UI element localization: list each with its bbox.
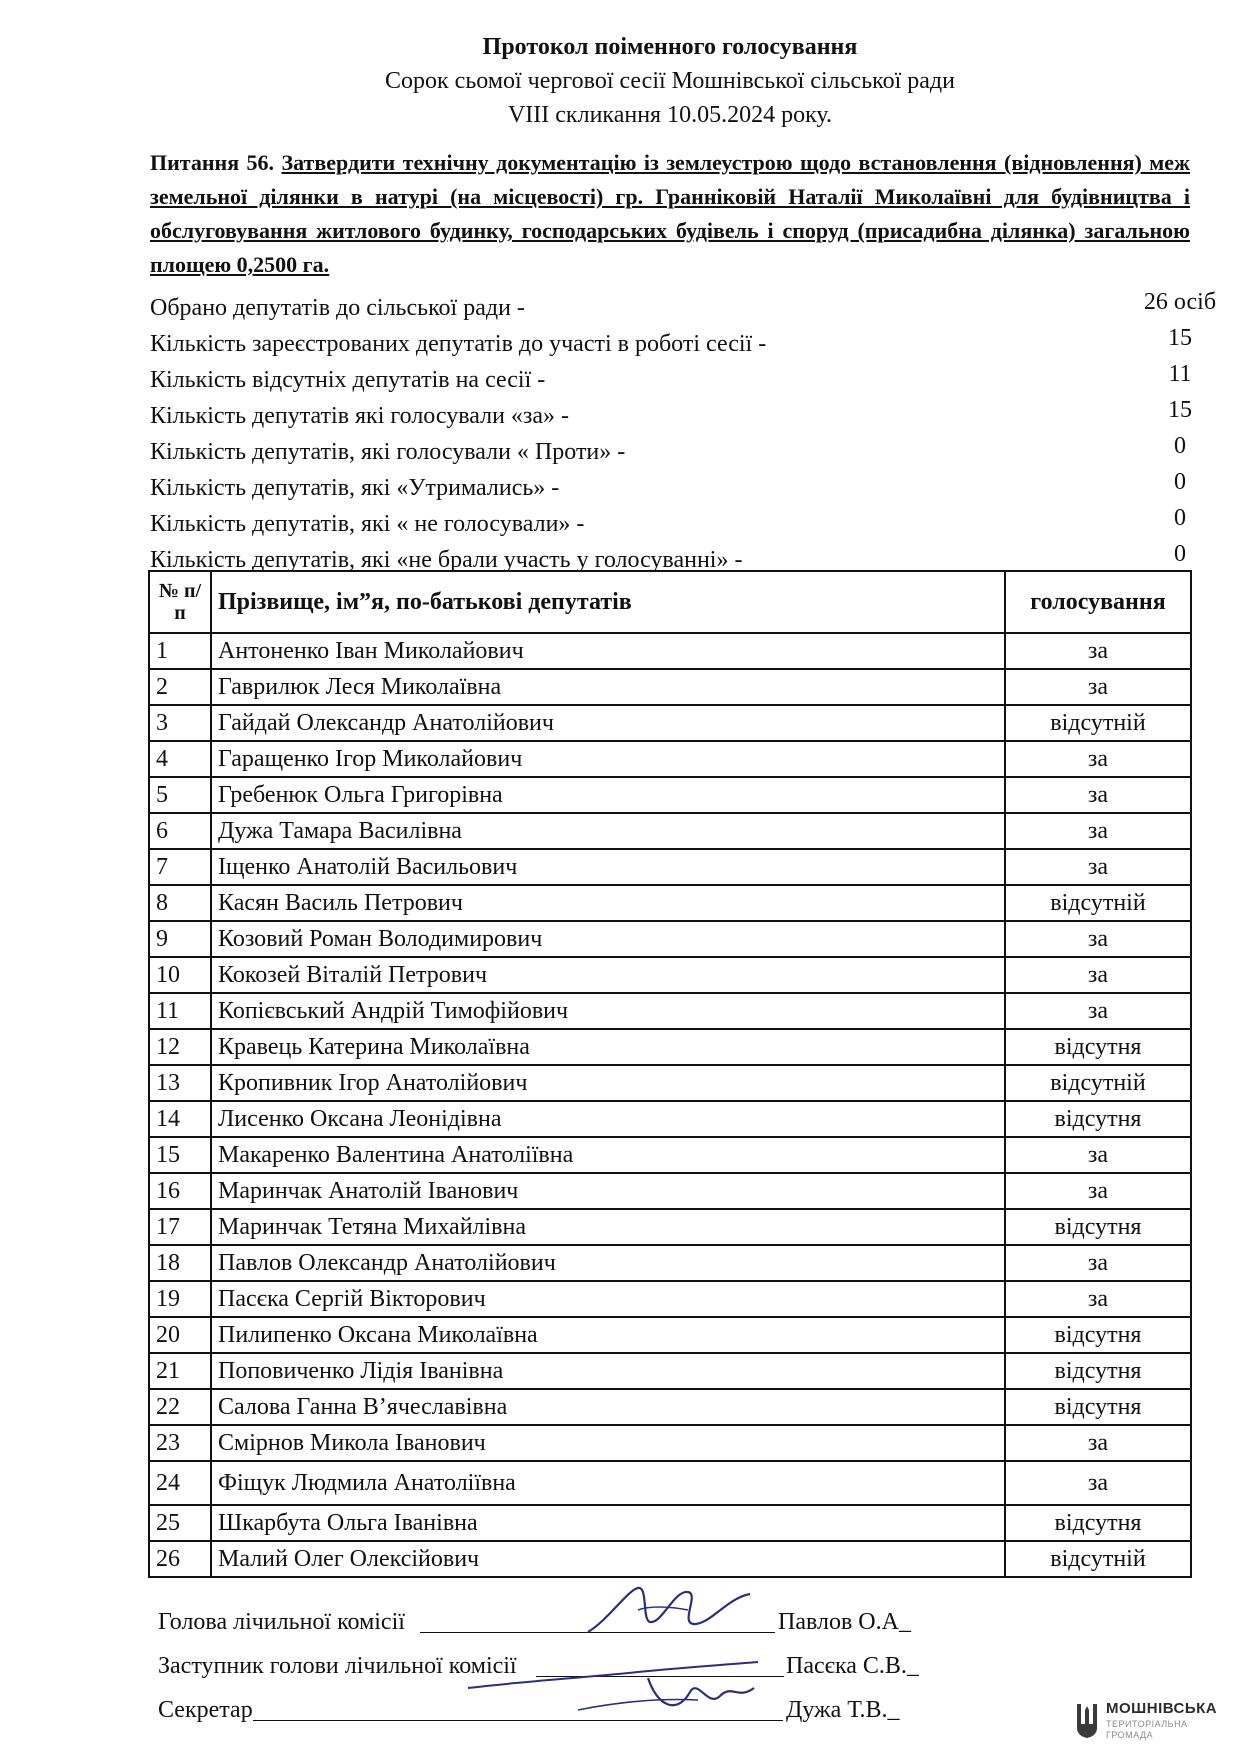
row-number: 21 [149, 1353, 211, 1389]
deputy-name: Лисенко Оксана Леонідівна [211, 1101, 1005, 1137]
deputy-name: Касян Василь Петрович [211, 885, 1005, 921]
table-row [149, 705, 1191, 741]
row-number: 20 [149, 1317, 211, 1353]
deputy-name: Копієвський Андрій Тимофійович [211, 993, 1005, 1029]
stat-value: 0 [1174, 541, 1186, 567]
deputy-name: Фіщук Людмила Анатоліївна [211, 1461, 1005, 1505]
table-row [149, 813, 1191, 849]
stat-label: Кількість депутатів, які «Утримались» - [150, 475, 560, 501]
vote-result: за [1005, 1281, 1191, 1317]
vote-result: за [1005, 813, 1191, 849]
table-row [149, 1353, 1191, 1389]
row-number: 3 [149, 705, 211, 741]
document-title: Протокол поіменного голосування [482, 34, 858, 60]
deputy-name: Салова Ганна В’ячеславівна [211, 1389, 1005, 1425]
deputy-chair-name: Пасєка С.В._ [786, 1653, 919, 1679]
secretary-name: Дужа Т.В._ [786, 1697, 900, 1723]
logo-subtitle-2: ГРОМАДА [1106, 1730, 1154, 1740]
table-row [149, 1461, 1191, 1505]
vote-result: відсутня [1005, 1317, 1191, 1353]
table-row [149, 1505, 1191, 1541]
stat-row [150, 289, 1217, 326]
row-number: 25 [149, 1505, 211, 1541]
stat-row [150, 434, 1190, 470]
stat-label: Обрано депутатів до сільської ради - [150, 295, 525, 321]
stat-value: 0 [1174, 433, 1186, 459]
row-number: 5 [149, 777, 211, 813]
table-row [149, 741, 1191, 777]
row-number: 24 [149, 1461, 211, 1505]
table-row [149, 1137, 1191, 1173]
vote-result: відсутня [1005, 1389, 1191, 1425]
vote-result: за [1005, 1425, 1191, 1461]
vote-result: відсутня [1005, 1353, 1191, 1389]
deputy-name: Дужа Тамара Василівна [211, 813, 1005, 849]
table-row [149, 1245, 1191, 1281]
header-vote: голосування [1005, 571, 1191, 633]
vote-result: за [1005, 957, 1191, 993]
stat-label: Кількість депутатів, які голосували « Проти» - [150, 439, 626, 465]
row-number: 1 [149, 633, 211, 669]
roll-call-table [148, 570, 1192, 1578]
deputy-name: Маринчак Тетяна Михайлівна [211, 1209, 1005, 1245]
row-number: 2 [149, 669, 211, 705]
table-row [149, 885, 1191, 921]
stat-label: Кількість зареєстрованих депутатів до участі в роботі сесії - [150, 331, 767, 357]
row-number: 18 [149, 1245, 211, 1281]
table-row [149, 1101, 1191, 1137]
chair-role: Голова лічильної комісії [158, 1609, 405, 1635]
deputy-name: Маринчак Анатолій Іванович [211, 1173, 1005, 1209]
stat-value: 15 [1168, 325, 1192, 351]
row-number: 16 [149, 1173, 211, 1209]
deputy-name: Гайдай Олександр Анатолійович [211, 705, 1005, 741]
row-number: 17 [149, 1209, 211, 1245]
table-row [149, 849, 1191, 885]
deputy-name: Пасєка Сергій Вікторович [211, 1281, 1005, 1317]
question-label: Питання 56. [150, 150, 275, 175]
deputy-name: Гаврилюк Леся Миколаївна [211, 669, 1005, 705]
vote-result: відсутня [1005, 1101, 1191, 1137]
handwritten-signature-2 [458, 1648, 778, 1726]
table-row [149, 1317, 1191, 1353]
deputy-name: Шкарбута Ольга Іванівна [211, 1505, 1005, 1541]
chair-name: Павлов О.А_ [778, 1609, 911, 1635]
vote-result: відсутня [1005, 1029, 1191, 1065]
table-row [149, 1425, 1191, 1461]
deputy-name: Гребенюк Ольга Григорівна [211, 777, 1005, 813]
handwritten-signature-1 [578, 1580, 758, 1640]
vote-result: за [1005, 669, 1191, 705]
stat-value: 11 [1168, 361, 1192, 387]
row-number: 9 [149, 921, 211, 957]
vote-result: за [1005, 1461, 1191, 1505]
table-row [149, 1281, 1191, 1317]
deputy-name: Іщенко Анатолій Васильович [211, 849, 1005, 885]
stat-row [150, 506, 1190, 542]
deputy-name: Гаращенко Ігор Миколайович [211, 741, 1005, 777]
table-header-row [149, 571, 1191, 633]
stat-row [150, 362, 1190, 398]
table-row [149, 1173, 1191, 1209]
table-row [149, 957, 1191, 993]
vote-result: за [1005, 1173, 1191, 1209]
table-row [149, 1209, 1191, 1245]
convocation-date: VIII скликання 10.05.2024 року. [507, 102, 833, 128]
row-number: 11 [149, 993, 211, 1029]
stat-value: 0 [1174, 469, 1186, 495]
table-row [149, 1389, 1191, 1425]
table-row [149, 777, 1191, 813]
vote-result: відсутній [1005, 1541, 1191, 1577]
table-row [149, 1029, 1191, 1065]
header-deputy-name: Прізвище, ім”я, по-батькові депутатів [211, 571, 1005, 633]
table-row [149, 1541, 1191, 1577]
vote-result: відсутня [1005, 1209, 1191, 1245]
deputy-name: Смірнов Микола Іванович [211, 1425, 1005, 1461]
vote-result: відсутній [1005, 885, 1191, 921]
deputy-name: Антоненко Іван Миколайович [211, 633, 1005, 669]
signature-block [158, 1600, 1208, 1732]
row-number: 12 [149, 1029, 211, 1065]
community-logo [1072, 1700, 1232, 1744]
row-number: 23 [149, 1425, 211, 1461]
row-number: 4 [149, 741, 211, 777]
row-number: 10 [149, 957, 211, 993]
secretary-role: Секретар [158, 1697, 253, 1723]
stat-row [150, 326, 1190, 362]
table-row [149, 1065, 1191, 1101]
deputy-name: Малий Олег Олексійович [211, 1541, 1005, 1577]
table-body [149, 633, 1191, 1577]
row-number: 8 [149, 885, 211, 921]
vote-result: за [1005, 993, 1191, 1029]
question-text: Затвердити технічну документацію із землеустрою щодо встановлення (відновлення) меж земельної ділянки в натурі (на місцевості) гр. Гранніковій Наталії Миколаївні для будівництва і обслуговування житлового будинку, господарських будівель і споруд (присадибна ділянка) загальною площею 0,2500 га. [150, 150, 1191, 277]
vote-result: за [1005, 633, 1191, 669]
logo-title: МОШНІВСЬКА [1106, 1700, 1218, 1717]
vote-result: за [1005, 777, 1191, 813]
vote-statistics [150, 289, 1217, 578]
row-number: 14 [149, 1101, 211, 1137]
document-header [150, 30, 1190, 132]
vote-result: відсутній [1005, 1065, 1191, 1101]
stat-label: Кількість депутатів, які « не голосували» - [150, 511, 585, 537]
stat-label: Кількість депутатів, які «не брали участь у голосуванні» - [150, 547, 743, 573]
row-number: 6 [149, 813, 211, 849]
stat-value: 26 осіб [1143, 289, 1217, 315]
agenda-question [150, 146, 1190, 282]
deputy-name: Поповиченко Лідія Іванівна [211, 1353, 1005, 1389]
row-number: 19 [149, 1281, 211, 1317]
vote-result: відсутній [1005, 705, 1191, 741]
stat-label: Кількість депутатів які голосували «за» - [150, 403, 570, 429]
deputy-name: Павлов Олександр Анатолійович [211, 1245, 1005, 1281]
vote-result: за [1005, 1137, 1191, 1173]
stat-row [150, 398, 1190, 434]
deputy-name: Макаренко Валентина Анатоліївна [211, 1137, 1005, 1173]
stat-value: 15 [1168, 397, 1192, 423]
logo-subtitle-1: ТЕРИТОРІАЛЬНА [1106, 1719, 1188, 1729]
row-number: 7 [149, 849, 211, 885]
trident-emblem-icon [1074, 1702, 1100, 1740]
deputy-name: Кравець Катерина Миколаївна [211, 1029, 1005, 1065]
table-row [149, 633, 1191, 669]
row-number: 15 [149, 1137, 211, 1173]
header-number: № п/п [149, 571, 211, 633]
deputy-name: Кропивник Ігор Анатолійович [211, 1065, 1005, 1101]
row-number: 22 [149, 1389, 211, 1425]
table-row [149, 669, 1191, 705]
stat-value: 0 [1174, 505, 1186, 531]
deputy-name: Козовий Роман Володимирович [211, 921, 1005, 957]
session-subtitle: Сорок сьомої чергової сесії Мошнівської сільської ради [385, 68, 955, 94]
table-row [149, 993, 1191, 1029]
vote-result: за [1005, 849, 1191, 885]
stat-label: Кількість відсутніх депутатів на сесії - [150, 367, 546, 393]
row-number: 13 [149, 1065, 211, 1101]
deputy-name: Пилипенко Оксана Миколаївна [211, 1317, 1005, 1353]
vote-result: за [1005, 1245, 1191, 1281]
stat-row [150, 470, 1190, 506]
deputy-name: Кокозей Віталій Петрович [211, 957, 1005, 993]
vote-result: за [1005, 921, 1191, 957]
row-number: 26 [149, 1541, 211, 1577]
vote-result: відсутня [1005, 1505, 1191, 1541]
vote-result: за [1005, 741, 1191, 777]
deputy-chair-role: Заступник голови лічильної комісії [158, 1653, 517, 1679]
table-row [149, 921, 1191, 957]
